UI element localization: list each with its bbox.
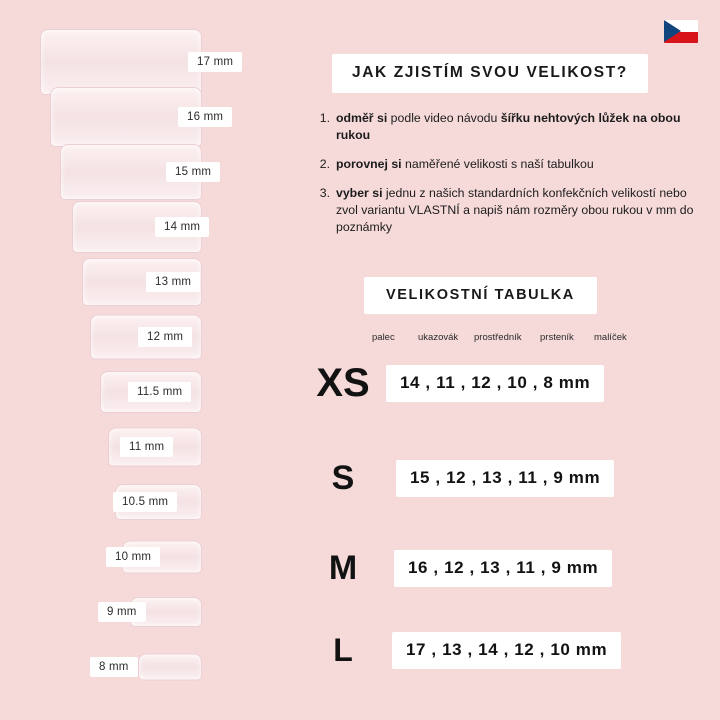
nail-tip-size-label: 8 mm xyxy=(90,657,138,677)
size-table-row xyxy=(300,355,720,411)
info-panel xyxy=(300,0,720,720)
size-table-row xyxy=(300,540,720,596)
size-label: S xyxy=(331,459,355,497)
size-table-title-box xyxy=(364,277,597,314)
size-measurements: 14 , 11 , 12 , 10 , 8 mm xyxy=(386,365,604,402)
finger-column-headers xyxy=(372,332,717,343)
size-measurements: 16 , 12 , 13 , 11 , 9 mm xyxy=(394,550,612,587)
page-title: JAK ZJISTÍM SVOU VELIKOST? xyxy=(352,64,628,81)
step-text-fragment: podle video návodu xyxy=(390,111,501,125)
step-text-fragment: šířku nehtových lůžek na obou rukou xyxy=(336,111,681,142)
nail-tip-row xyxy=(0,529,290,585)
size-measurements: 17 , 13 , 14 , 12 , 10 mm xyxy=(392,632,621,669)
size-label: XS xyxy=(316,361,370,405)
step-text-fragment: jednu z našich standardních konfekčních velikostí nebo zvol variantu VLASTNÍ a napiš nám rozměry obou rukou v mm do poznámky xyxy=(336,185,694,234)
step-number: 2. xyxy=(319,156,330,171)
step-text-fragment: vyber si xyxy=(336,185,386,200)
size-measurements: 15 , 12 , 13 , 11 , 9 mm xyxy=(396,460,614,497)
nail-tip-row xyxy=(0,309,290,365)
instruction-steps xyxy=(310,110,710,248)
nail-tip-size-label: 11.5 mm xyxy=(128,382,191,402)
step-text-fragment: s naší tabulkou xyxy=(510,156,594,171)
nail-tip-row xyxy=(0,474,290,530)
step-text xyxy=(336,110,710,144)
nail-tip-size-label: 10.5 mm xyxy=(113,492,177,512)
step-number: 3. xyxy=(319,185,330,200)
size-label: L xyxy=(333,632,353,668)
finger-header-1: ukazovák xyxy=(418,332,459,343)
instruction-step xyxy=(310,185,710,236)
headline-box xyxy=(332,54,648,93)
size-table-row xyxy=(300,450,720,506)
finger-header-0: palec xyxy=(372,332,395,343)
finger-header-3: prsteník xyxy=(540,332,574,343)
size-label: M xyxy=(328,549,358,587)
step-text-fragment: odměř si xyxy=(336,111,391,125)
finger-header-2: prostředník xyxy=(474,332,522,343)
nail-tip-size-chart xyxy=(0,34,290,694)
nail-tip-size-label: 11 mm xyxy=(120,437,173,457)
instruction-step xyxy=(310,156,710,173)
step-text-fragment: naměřené velikosti xyxy=(405,156,511,171)
nail-tip-row xyxy=(0,199,290,255)
nail-tip-size-label: 15 mm xyxy=(166,162,220,182)
nail-tip-row xyxy=(0,584,290,640)
nail-tip-row xyxy=(0,639,290,695)
nail-tip-row xyxy=(0,364,290,420)
nail-tip-row xyxy=(0,89,290,145)
step-text xyxy=(336,156,710,173)
nail-tip-row xyxy=(0,34,290,90)
nail-tip-size-label: 13 mm xyxy=(146,272,200,292)
size-table-row xyxy=(300,622,720,678)
nail-tip-size-label: 16 mm xyxy=(178,107,232,127)
nail-tip-row xyxy=(0,144,290,200)
nail-tip-size-label: 9 mm xyxy=(98,602,146,622)
nail-tip-shape xyxy=(40,29,202,95)
instruction-step xyxy=(310,110,710,144)
nail-tip-size-label: 12 mm xyxy=(138,327,192,347)
nail-tip-size-label: 17 mm xyxy=(188,52,242,72)
nail-tip-size-label: 10 mm xyxy=(106,547,160,567)
nail-tip-row xyxy=(0,419,290,475)
step-text xyxy=(336,185,710,236)
size-table-title: VELIKOSTNÍ TABULKA xyxy=(386,287,575,303)
step-number: 1. xyxy=(319,111,330,125)
step-text-fragment: porovnej si xyxy=(336,156,406,171)
nail-tip-size-label: 14 mm xyxy=(155,217,209,237)
finger-header-4: malíček xyxy=(594,332,627,343)
nail-tip-row xyxy=(0,254,290,310)
nail-tip-shape xyxy=(138,654,202,681)
